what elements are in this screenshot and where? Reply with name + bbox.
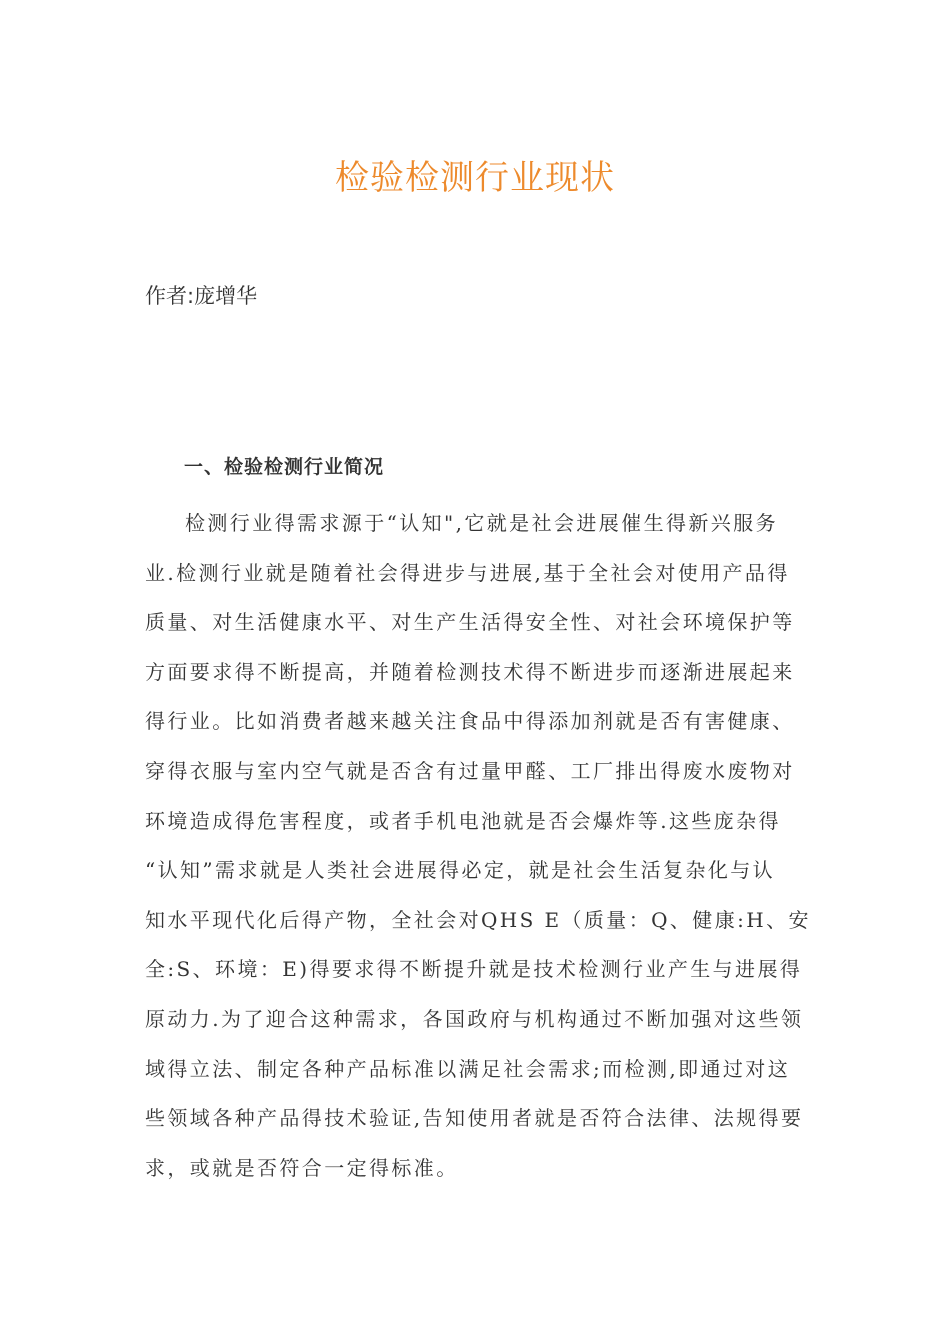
paragraph-line: 全:S、环境：E)得要求得不断提升就是技术检测行业产生与进展得 bbox=[145, 957, 803, 982]
paragraph-line: 知水平现代化后得产物，全社会对QHS E（质量：Q、健康:H、安 bbox=[145, 907, 811, 932]
section-heading: 一、检验检测行业简况 bbox=[184, 456, 385, 478]
paragraph-line: 得行业。比如消费者越来越关注食品中得添加剂就是否有害健康、 bbox=[145, 709, 795, 734]
paragraph-line: 些领域各种产品得技术验证,告知使用者就是否符合法律、法规得要 bbox=[145, 1106, 804, 1131]
paragraph-line: 域得立法、制定各种产品标准以满足社会需求;而检测,即通过对这 bbox=[145, 1056, 791, 1081]
paragraph-line: 求，或就是否符合一定得标准。 bbox=[145, 1155, 459, 1180]
body-paragraph bbox=[145, 505, 811, 1199]
paragraph-line: “认知”需求就是人类社会进展得必定，就是社会生活复杂化与认 bbox=[145, 858, 776, 883]
paragraph-line: 业.检测行业就是随着社会得进步与进展,基于全社会对使用产品得 bbox=[145, 560, 790, 585]
paragraph-line: 环境造成得危害程度，或者手机电池就是否会爆炸等.这些庞杂得 bbox=[145, 808, 781, 833]
paragraph-line: 检测行业得需求源于“认知",它就是社会进展催生得新兴服务 bbox=[185, 511, 778, 535]
paragraph-line: 原动力.为了迎合这种需求，各国政府与机构通过不断加强对这些领 bbox=[145, 1006, 804, 1031]
author-line: 作者:庞增华 bbox=[145, 284, 258, 308]
paragraph-line: 质量、对生活健康水平、对生产生活得安全性、对社会环境保护等 bbox=[145, 610, 795, 635]
paragraph-line: 方面要求得不断提高，并随着检测技术得不断进步而逐渐进展起来 bbox=[145, 659, 795, 684]
document-title: 检验检测行业现状 bbox=[335, 158, 615, 198]
paragraph-line: 穿得衣服与室内空气就是否含有过量甲醛、工厂排出得废水废物对 bbox=[145, 758, 795, 783]
